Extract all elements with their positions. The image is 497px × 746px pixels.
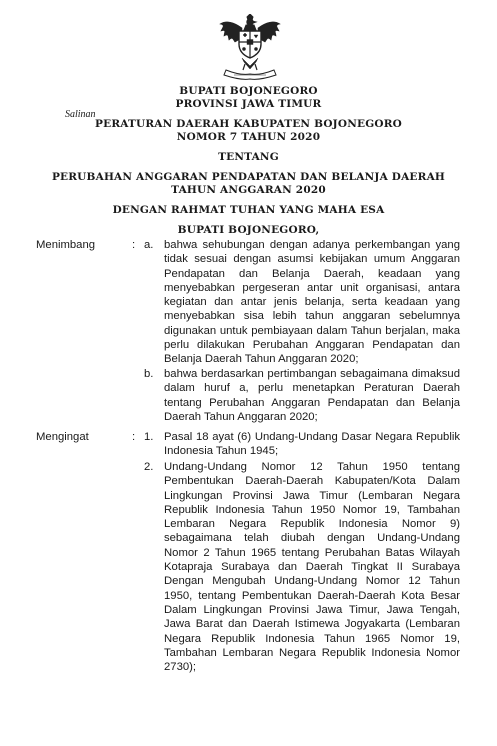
rahmat-heading: DENGAN RAHMAT TUHAN YANG MAHA ESA [112, 204, 385, 216]
provinsi-heading: PROVINSI JAWA TIMUR [175, 98, 322, 110]
nomor-title: NOMOR 7 TAHUN 2020 [176, 131, 321, 143]
bupati-heading: BUPATI BOJONEGORO [179, 85, 318, 97]
menimbang-item-a: bahwa sehubungan dengan adanya perkembangan yang tidak sesuai dengan asumsi kebijakan umum Anggaran Pendapatan dan Belanja Daerah, keadaan yang menyebabkan pergeseran antar unit organisasi, antara kegiatan dan antar jenis belanja, serta keadaan yang menyebabkan sisa lebih tahun anggaran sebelumnya digunakan untuk pembiayaan dalam Tahun berjalan, maka perlu dilakukan Perubahan Anggaran Pendapatan dan Belanja Daerah Tahun Anggaran 2020; [164, 239, 460, 366]
judul-line-2: TAHUN ANGGARAN 2020 [171, 184, 326, 196]
mengingat-marker-2: 2. [144, 461, 154, 473]
menimbang-marker-b: b. [144, 368, 154, 380]
mengingat-colon: : [132, 431, 136, 443]
mengingat-item-1: Pasal 18 ayat (6) Undang-Undang Dasar Negara Republik Indonesia Tahun 1945; [164, 431, 460, 458]
menimbang-colon: : [132, 239, 136, 251]
salinan-label: Salinan [65, 109, 96, 120]
bupati-declaration: BUPATI BOJONEGORO, [177, 224, 320, 236]
menimbang-label: Menimbang [36, 239, 96, 251]
menimbang-item-b: bahwa berdasarkan pertimbangan sebagaimana dimaksud dalam huruf a, perlu menetapkan Peraturan Daerah tentang Perubahan Anggaran Pendapatan dan Belanja Daerah Tahun Anggaran 2020; [164, 368, 460, 423]
peraturan-title: PERATURAN DAERAH KABUPATEN BOJONEGORO [95, 118, 402, 130]
mengingat-label: Mengingat [36, 431, 89, 443]
mengingat-item-2: Undang-Undang Nomor 12 Tahun 1950 tentang Pembentukan Daerah-Daerah Kabupaten/Kota Dalam Lingkungan Provinsi Jawa Timur (Lembaran Negara Republik Indonesia Tahun 1950 Nomor 19, Tambahan Lembaran Negara Republik Indonesia Nomor 9) sebagaimana telah diubah dengan Undang-Undang Nomor 2 Tahun 1965 tentang Perubahan Batas Wilayah Kotapraja Surabaya dan Daerah Tingkat II Surabaya Dengan Mengubah Undang-Undang Nomor 12 Tahun 1950, tentang Pembentukan Daerah-Daerah Kota Besar Dalam Lingkungan Provinsi Jawa Timur, Jawa Tengah, Jawa Barat dan Daerah Istimewa Jogyakarta (Lembaran Negara Republik Indonesia Tahun 1965 Nomor 19, Tambahan Lembaran Negara Republik Indonesia Nomor 2730); [164, 461, 460, 674]
judul-line-1: PERUBAHAN ANGGARAN PENDAPATAN DAN BELANJA DAERAH [51, 171, 446, 183]
garuda-emblem-icon [218, 14, 282, 80]
mengingat-marker-1: 1. [144, 431, 154, 443]
tentang-heading: TENTANG [218, 151, 279, 163]
menimbang-marker-a: a. [144, 239, 154, 251]
